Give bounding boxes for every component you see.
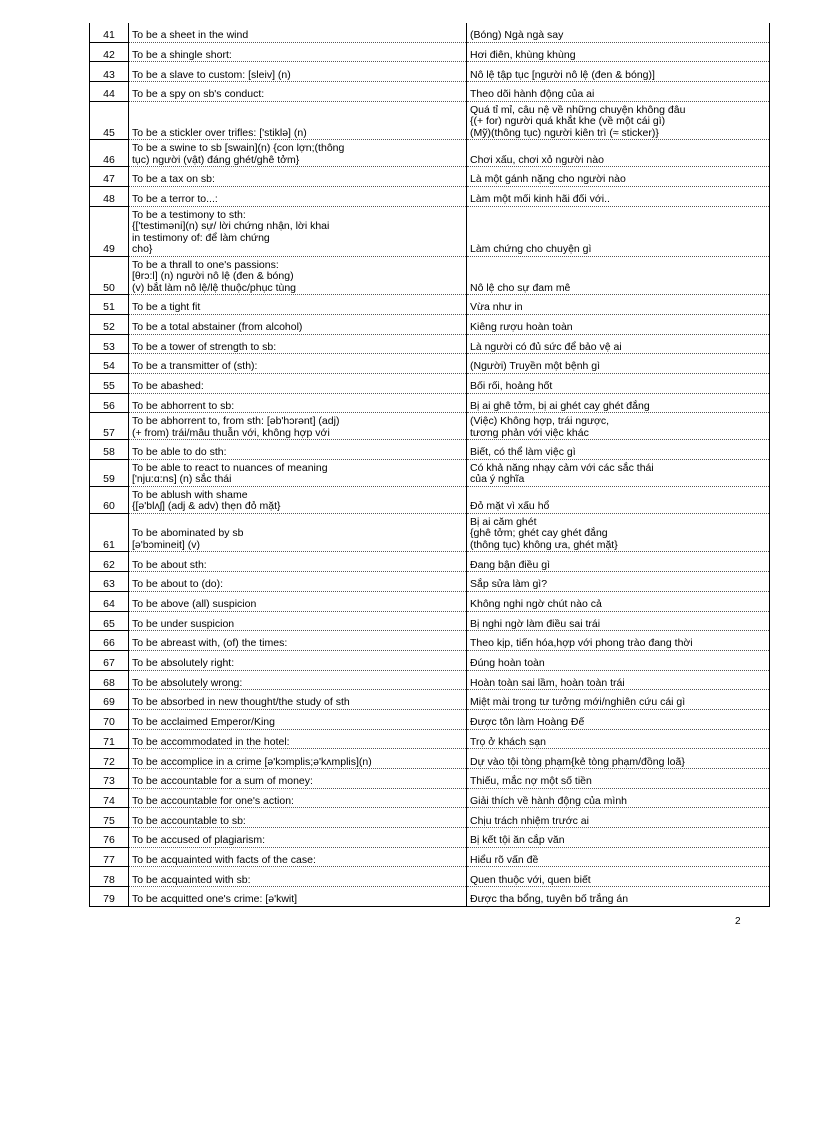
english-phrase: To be absorbed in new thought/the study of sth [129,690,467,710]
table-row [90,513,770,552]
vietnamese-meaning: Nô lệ tập tục [người nô lệ (đen & bóng)] [467,62,770,82]
table-row [90,256,770,295]
row-number: 55 [90,373,129,393]
row-number: 66 [90,631,129,651]
row-number: 62 [90,552,129,572]
table-row [90,867,770,887]
english-phrase: To be a shingle short: [129,42,467,62]
table-row [90,62,770,82]
english-phrase: To be ablush with shame {[ə'blʌʃ] (adj & adv) thẹn đỏ mặt} [129,486,467,513]
vietnamese-meaning: Kiêng rượu hoàn toàn [467,314,770,334]
table-row [90,631,770,651]
vietnamese-meaning: Đỏ mặt vì xấu hổ [467,486,770,513]
row-number: 58 [90,440,129,460]
table-row [90,314,770,334]
vietnamese-meaning: (Bóng) Ngà ngà say [467,23,770,42]
row-number: 61 [90,513,129,552]
row-number: 51 [90,295,129,315]
english-phrase: To be absolutely right: [129,650,467,670]
english-phrase: To be absolutely wrong: [129,670,467,690]
table-row [90,459,770,486]
row-number: 41 [90,23,129,42]
row-number: 52 [90,314,129,334]
english-phrase: To be about to (do): [129,572,467,592]
vietnamese-meaning: Bị kết tội ăn cắp văn [467,828,770,848]
vietnamese-meaning: Không nghi ngờ chút nào cả [467,591,770,611]
english-phrase: To be a terror to...: [129,186,467,206]
english-phrase: To be a spy on sb's conduct: [129,82,467,102]
row-number: 64 [90,591,129,611]
row-number: 60 [90,486,129,513]
vietnamese-meaning: Theo kịp, tiến hóa,hợp với phong trào đang thời [467,631,770,651]
vietnamese-meaning: Dự vào tội tòng phạm{kẻ tòng phạm/đồng loã} [467,749,770,769]
vocabulary-table [89,23,770,907]
vietnamese-meaning: Theo dõi hành động của ai [467,82,770,102]
row-number: 72 [90,749,129,769]
english-phrase: To be a transmitter of (sth): [129,354,467,374]
english-phrase: To be about sth: [129,552,467,572]
vietnamese-meaning: Quá tỉ mỉ, câu nệ về những chuyện không đâu {(+ for) người quá khắt khe (về một cái gì) (Mỹ)(thông tục) người kiên trì (≈ sticker)} [467,101,770,140]
english-phrase: To be a testimony to sth: {['testiməni](n) sự/ lời chứng nhận, lời khai in testimony of: để làm chứng cho} [129,206,467,256]
english-phrase: To be under suspicion [129,611,467,631]
table-row [90,611,770,631]
english-phrase: To be a tower of strength to sb: [129,334,467,354]
row-number: 76 [90,828,129,848]
english-phrase: To be accountable to sb: [129,808,467,828]
english-phrase: To be acquitted one's crime: [ə'kwit] [129,887,467,907]
row-number: 49 [90,206,129,256]
vietnamese-meaning: Bối rối, hoảng hốt [467,373,770,393]
vietnamese-meaning: Đúng hoàn toàn [467,650,770,670]
table-row [90,413,770,440]
vietnamese-meaning: Nô lệ cho sự đam mê [467,256,770,295]
vietnamese-meaning: Làm một mối kinh hãi đối với.. [467,186,770,206]
table-row [90,552,770,572]
vietnamese-meaning: (Việc) Không hợp, trái ngược, tương phản với việc khác [467,413,770,440]
vietnamese-meaning: Chịu trách nhiệm trước ai [467,808,770,828]
row-number: 42 [90,42,129,62]
vietnamese-meaning: Vừa như in [467,295,770,315]
english-phrase: To be accommodated in the hotel: [129,729,467,749]
vietnamese-meaning: Bị ai ghê tởm, bị ai ghét cay ghét đắng [467,393,770,413]
english-phrase: To be a sheet in the wind [129,23,467,42]
table-row [90,295,770,315]
row-number: 56 [90,393,129,413]
row-number: 71 [90,729,129,749]
table-row [90,393,770,413]
vietnamese-meaning: Là người có đủ sức để bảo vệ ai [467,334,770,354]
table-row [90,847,770,867]
row-number: 47 [90,167,129,187]
vietnamese-meaning: Có khả năng nhạy cảm với các sắc thái của ý nghĩa [467,459,770,486]
vietnamese-meaning: Quen thuộc với, quen biết [467,867,770,887]
english-phrase: To be abhorrent to, from sth: [əb'hɔrənt] (adj) (+ from) trái/mâu thuẫn với, không hợp với [129,413,467,440]
english-phrase: To be a thrall to one's passions: [θrɔ:l] (n) người nô lệ (đen & bóng) (v) bắt làm nô lệ/lệ thuộc/phục tùng [129,256,467,295]
row-number: 73 [90,769,129,789]
table-row [90,186,770,206]
row-number: 48 [90,186,129,206]
table-row [90,591,770,611]
row-number: 43 [90,62,129,82]
english-phrase: To be able to do sth: [129,440,467,460]
vietnamese-meaning: Đang bận điều gì [467,552,770,572]
vietnamese-meaning: Giải thích về hành động của mình [467,788,770,808]
table-row [90,769,770,789]
row-number: 53 [90,334,129,354]
table-row [90,709,770,729]
english-phrase: To be abhorrent to sb: [129,393,467,413]
english-phrase: To be acquainted with sb: [129,867,467,887]
table-row [90,440,770,460]
table-row [90,650,770,670]
english-phrase: To be accountable for one's action: [129,788,467,808]
row-number: 77 [90,847,129,867]
table-row [90,82,770,102]
vietnamese-meaning: Miệt mài trong tư tưởng mới/nghiên cứu cái gì [467,690,770,710]
row-number: 46 [90,140,129,167]
english-phrase: To be a tax on sb: [129,167,467,187]
table-row [90,690,770,710]
english-phrase: To be a tight fit [129,295,467,315]
vietnamese-meaning: Bị ai căm ghét {ghê tởm; ghét cay ghét đắng (thông tục) không ưa, ghét mặt} [467,513,770,552]
row-number: 70 [90,709,129,729]
row-number: 65 [90,611,129,631]
table-row [90,486,770,513]
vietnamese-meaning: Được tôn làm Hoàng Đế [467,709,770,729]
table-row [90,670,770,690]
table-row [90,808,770,828]
english-phrase: To be abashed: [129,373,467,393]
english-phrase: To be abreast with, (of) the times: [129,631,467,651]
table-row [90,572,770,592]
english-phrase: To be acclaimed Emperor/King [129,709,467,729]
row-number: 50 [90,256,129,295]
english-phrase: To be above (all) suspicion [129,591,467,611]
vietnamese-meaning: Hiểu rõ vấn đề [467,847,770,867]
table-row [90,23,770,42]
table-row [90,334,770,354]
english-phrase: To be able to react to nuances of meaning ['nju:ɑ:ns] (n) sắc thái [129,459,467,486]
vietnamese-meaning: Hơi điên, khùng khùng [467,42,770,62]
table-row [90,749,770,769]
row-number: 45 [90,101,129,140]
vocabulary-table-body [90,23,770,906]
row-number: 59 [90,459,129,486]
table-row [90,167,770,187]
table-row [90,140,770,167]
vietnamese-meaning: Sắp sửa làm gì? [467,572,770,592]
vietnamese-meaning: Biết, có thể làm việc gì [467,440,770,460]
vietnamese-meaning: Hoàn toàn sai lầm, hoàn toàn trái [467,670,770,690]
english-phrase: To be a stickler over trifles: ['stiklə] (n) [129,101,467,140]
english-phrase: To be a slave to custom: [sleiv] (n) [129,62,467,82]
row-number: 68 [90,670,129,690]
table-row [90,729,770,749]
row-number: 78 [90,867,129,887]
vietnamese-meaning: Trọ ở khách sạn [467,729,770,749]
vietnamese-meaning: (Người) Truyền một bệnh gì [467,354,770,374]
english-phrase: To be abominated by sb [ə'bɔmineit] (v) [129,513,467,552]
vietnamese-meaning: Chơi xấu, chơi xỏ người nào [467,140,770,167]
english-phrase: To be accused of plagiarism: [129,828,467,848]
row-number: 44 [90,82,129,102]
table-row [90,354,770,374]
table-row [90,828,770,848]
english-phrase: To be accomplice in a crime [ə'kɔmplis;ə'kʌmplis](n) [129,749,467,769]
row-number: 57 [90,413,129,440]
vietnamese-meaning: Là một gánh nặng cho người nào [467,167,770,187]
vietnamese-meaning: Được tha bổng, tuyên bố trắng án [467,887,770,907]
table-row [90,373,770,393]
table-row [90,42,770,62]
vietnamese-meaning: Thiếu, mắc nợ một số tiền [467,769,770,789]
table-row [90,887,770,907]
english-phrase: To be accountable for a sum of money: [129,769,467,789]
row-number: 75 [90,808,129,828]
row-number: 74 [90,788,129,808]
row-number: 79 [90,887,129,907]
table-row [90,101,770,140]
row-number: 67 [90,650,129,670]
row-number: 69 [90,690,129,710]
table-row [90,206,770,256]
row-number: 54 [90,354,129,374]
table-row [90,788,770,808]
english-phrase: To be a total abstainer (from alcohol) [129,314,467,334]
english-phrase: To be acquainted with facts of the case: [129,847,467,867]
vietnamese-meaning: Làm chứng cho chuyện gì [467,206,770,256]
vietnamese-meaning: Bị nghi ngờ làm điều sai trái [467,611,770,631]
english-phrase: To be a swine to sb [swain](n) {con lợn;(thông tục) người (vật) đáng ghét/ghê tởm} [129,140,467,167]
page-number: 2 [735,916,741,927]
row-number: 63 [90,572,129,592]
